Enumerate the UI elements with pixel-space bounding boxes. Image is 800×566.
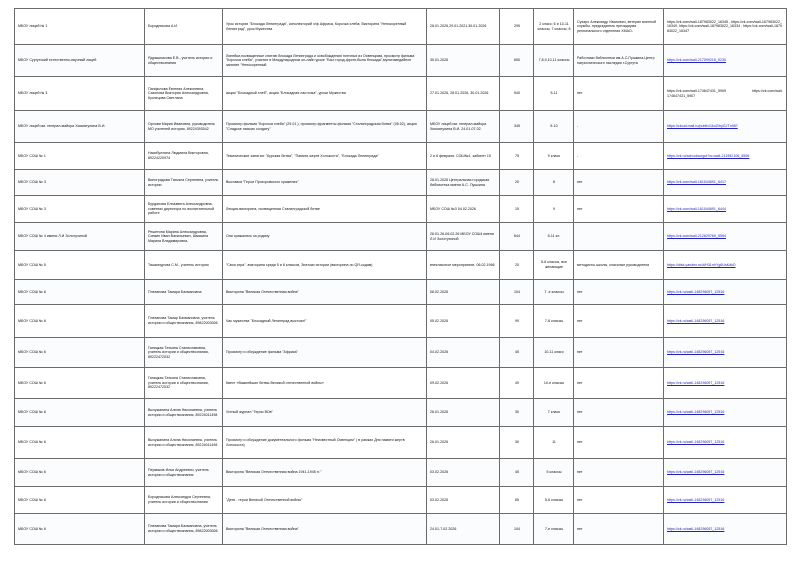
cell-responsible-person: Насибуллина Людмила Викторовна, 89224220974 [145, 143, 223, 170]
cell-class-grades: 8 [534, 170, 574, 196]
cell-organization: МБОУ лицей № 3 [15, 77, 145, 111]
cell-event-description: Выставка "Герои Прохоровского сражения" [223, 170, 427, 196]
table-row [15, 196, 787, 223]
cell-participant-count: 644 [500, 223, 534, 251]
cell-link-list [664, 251, 787, 280]
cell-class-grades: 5 классы [534, 459, 574, 487]
cell-participant-count: 104 [500, 514, 534, 545]
cell-event-description: "Своя игра"- викторина среди 5 и 6 классов, Знатоки истории (викторина по QR-кодам) [223, 251, 427, 280]
cell-link-list [664, 45, 787, 77]
event-link[interactable]: https://vk.ru/wall-148296057_12516 [667, 440, 725, 445]
cell-partners: нет [574, 280, 664, 305]
cell-event-description: Викторина "Великая Отечественная война" [223, 514, 427, 545]
cell-class-grades: 9 класс [534, 143, 574, 170]
cell-event-description: Лекция-викторина, посвященная Сталинградской битве [223, 196, 427, 223]
cell-class-grades: 7,8,9,10,11 классы [534, 45, 574, 77]
cell-event-date: МБОУ лицей им. генерал-майора Хисматулина В.И. 24.01-07.02. [427, 111, 500, 143]
cell-participant-count: 20 [500, 251, 534, 280]
cell-event-description: "Дети - герои Великой Отечественной войны" [223, 487, 427, 514]
event-link[interactable]: https://cloud.mail.ru/public/1koZ/byGJTn987 [667, 124, 738, 129]
event-link: https://vk.com/wall-174647431_5907 [667, 88, 783, 98]
cell-event-date: 2 и 6 февраля, СОШ№1, кабинет 15 [427, 143, 500, 170]
cell-link-list [664, 223, 787, 251]
cell-event-date: 26.01.2026 [427, 399, 500, 427]
table-row [15, 251, 787, 280]
cell-partners: Сухаро Александр Иванович, ветеран военной службы, председатель президиума регионального отделения ХМАО- [574, 9, 664, 45]
cell-class-grades: 5-11 [534, 77, 574, 111]
event-link[interactable]: https://vk.ru/wall-148296057_12516 [667, 410, 725, 415]
cell-event-date: 04.02.2026 [427, 338, 500, 368]
event-link[interactable]: https://vk.ru/wall-148296057_12516 [667, 497, 725, 502]
cell-class-grades: 2 класс; 6 и 10-11 классы; 7 классы; 8 [534, 9, 574, 45]
event-link[interactable]: https://vk.com/wall-217099216_5230 [667, 58, 726, 63]
event-link: https://vk.com/wall-187983022_16334 , [679, 24, 743, 29]
cell-participant-count: 20 [500, 170, 534, 196]
cell-organization: МБОУ СОШ № 6 [15, 338, 145, 368]
cell-partners [574, 223, 664, 251]
event-link: https://vk.com/wall-187983022_16349, [667, 19, 783, 29]
cell-organization: МБОУ СОШ № 5 [15, 251, 145, 280]
cell-event-date: МБОУ СОШ №3 04.02.2026 [427, 196, 500, 223]
cell-responsible-person: Плеханова Тамара Бахмановна [145, 280, 223, 305]
cell-responsible-person: Гапицкая Татьяна Станиславовна, учитель истории и обществознания, 89222472032 [145, 338, 223, 368]
cell-link-list [664, 77, 787, 111]
cell-partners: Работники библиотеки им.А.С.Пушкина,Центр патриотического наследия г.Сургута [574, 45, 664, 77]
cell-partners: нет [574, 196, 664, 223]
cell-responsible-person: Орлова Мария Ивановна, руководитель МО учителей истории, 89224393042 [145, 111, 223, 143]
cell-responsible-person: Бородникова А.И. [145, 9, 223, 45]
table-row [15, 338, 787, 368]
table-row [15, 459, 787, 487]
cell-event-date: 24.01-7.02.2026 [427, 514, 500, 545]
cell-event-date: 26.01.2026 [427, 427, 500, 459]
event-link[interactable]: https://vk.ru/wall-148296057_12516 [667, 470, 725, 475]
event-link[interactable]: https://vk.ru/wall-148296057_12516 [667, 380, 725, 385]
cell-event-description: Они сражались за родину [223, 223, 427, 251]
cell-partners: - [574, 111, 664, 143]
cell-link-list [664, 338, 787, 368]
cell-organization: МБОУ СОШ № 6 [15, 459, 145, 487]
event-link[interactable]: https://vk.ru/wall-148296057_12516 [667, 350, 725, 355]
cell-participant-count: 295 [500, 9, 534, 45]
cell-organization: МБОУ СОШ № 6 [15, 368, 145, 399]
cell-participant-count: 540 [500, 77, 534, 111]
event-link[interactable]: https://vk.ru/wall-148296057_12516 [667, 289, 725, 294]
cell-participant-count: 49 [500, 368, 534, 399]
table-row [15, 427, 787, 459]
cell-event-date: 30.01.2026 [427, 45, 500, 77]
cell-partners: нет [574, 305, 664, 338]
cell-event-description: Просмотр и обсуждение фильма "Африка" [223, 338, 427, 368]
cell-partners: нет [574, 77, 664, 111]
cell-event-date: 27.01.2026, 28.01.2026, 30.01.2026 [427, 77, 500, 111]
cell-event-description: Урок истории "Блокада Ленинграда", кинолекторий х/ф Африка, Корочка хлеба; Викторина "Непокоренный Ленинград", урок Мужества [223, 9, 427, 45]
cell-partners: нет [574, 427, 664, 459]
event-link: https://vk.com/wall-187983022_16347 [667, 24, 783, 33]
event-link[interactable]: https://vk.com/wall-161044691_6444 [667, 206, 726, 211]
cell-class-grades: 7 -е классы [534, 280, 574, 305]
table-row [15, 368, 787, 399]
table-row [15, 514, 787, 545]
cell-organization: МБОУ СОШ № 6 [15, 427, 145, 459]
cell-responsible-person: Плеханова Тамар Бахмановна, учитель истории и обществознания, 89822003006 [145, 305, 223, 338]
table-row [15, 223, 787, 251]
cell-link-list [664, 427, 787, 459]
cell-organization: МБОУ СОШ № 6 [15, 514, 145, 545]
cell-class-grades: 7-е классы [534, 514, 574, 545]
cell-responsible-person: Бородникова Александра Сергеевна, учитель истории и обществознания [145, 487, 223, 514]
cell-link-list [664, 459, 787, 487]
cell-link-list [664, 9, 787, 45]
cell-event-date: 26.01.26-06.02.26 МБОУ СОШ4 имени Л.И Золотухиной [427, 223, 500, 251]
cell-link-list [664, 196, 787, 223]
table-row [15, 280, 787, 305]
cell-responsible-person: Вычужанина Алина Николаевна, учитель истории и обществознания, 89224011498 [145, 399, 223, 427]
cell-link-list [664, 143, 787, 170]
cell-participant-count: 104 [500, 280, 534, 305]
cell-event-description: Викторина "Великая Отечественная война 1941-1945 гг." [223, 459, 427, 487]
event-link[interactable]: https://vk.com/wall-161044691_6417 [667, 180, 726, 185]
event-link[interactable]: https://disk.yandex.ru/d/H3LnhYg6UsKdkD [667, 262, 736, 267]
cell-organization: МБОУ СОШ № 6 [15, 399, 145, 427]
cell-link-list [664, 305, 787, 338]
event-link[interactable]: https://vk.ru/schoolsurgut?w=wall-211952106_5596 [667, 153, 750, 158]
table-row [15, 143, 787, 170]
cell-responsible-person: Решетина Марина Александровна, Сипкин Иван Васильевич, Шмякина Марина Владимировна, [145, 223, 223, 251]
cell-event-description: Просмотр фильма "Корочка хлеба" (29.01.), просмотр фрагменты фильма "Сталинградская битва" (05.02), акция "Сладкое письмо солдату" [223, 111, 427, 143]
cell-link-list [664, 514, 787, 545]
cell-partners: нет [574, 487, 664, 514]
cell-event-date: 09.02.2026 [427, 368, 500, 399]
cell-class-grades: 7 класс [534, 399, 574, 427]
cell-participant-count: 45 [500, 459, 534, 487]
cell-class-grades: 5-6 классы [534, 487, 574, 514]
cell-responsible-person: Бурданова Елизавета Александровна, советник директора по воспитательной работе [145, 196, 223, 223]
cell-partners: нет [574, 459, 664, 487]
cell-organization: МБОУ СОШ № 3 [15, 170, 145, 196]
cell-participant-count: 30 [500, 427, 534, 459]
events-table [14, 8, 787, 545]
cell-organization: МБОУ СОШ № 6 [15, 487, 145, 514]
cell-participant-count: 99 [500, 305, 534, 338]
cell-partners: нет [574, 338, 664, 368]
cell-organization: МБОУ лицей им. генерал-майора Хисматулина В.И. [15, 111, 145, 143]
cell-responsible-person: Гапицкая Татьяна Станиславовна, учитель истории и обществознания, 89222472032 [145, 368, 223, 399]
cell-event-date: 06.02.2026 [427, 280, 500, 305]
cell-partners: нет [574, 368, 664, 399]
table-row [15, 487, 787, 514]
cell-participant-count: 45 [500, 338, 534, 368]
cell-participant-count: 75 [500, 143, 534, 170]
table-row [15, 45, 787, 77]
cell-organization: МБОУ СОШ № 1 [15, 143, 145, 170]
table-row [15, 170, 787, 196]
cell-participant-count: 65 [500, 487, 534, 514]
table-row [15, 9, 787, 45]
cell-event-date: 03.02.2026 [427, 459, 500, 487]
cell-responsible-person: Пермяков Илья Андреевич, учитель истории и обществознания [145, 459, 223, 487]
cell-organization: МБОУ СОШ № 6 [15, 305, 145, 338]
event-link: https://vk.com/wall-187983022_16345 , [667, 19, 731, 24]
table-row [15, 305, 787, 338]
table-row [15, 77, 787, 111]
cell-organization: МБОУ СОШ № 4 имени Л.И Золотухиной [15, 223, 145, 251]
cell-partners: нет [574, 170, 664, 196]
cell-participant-count: 650 [500, 45, 534, 77]
cell-class-grades: 7-8 классы [534, 305, 574, 338]
cell-organization: МБОУ лицей № 1 [15, 9, 145, 45]
table-row [15, 111, 787, 143]
cell-participant-count: 30 [500, 399, 534, 427]
cell-responsible-person: Ташкинурова С.М., учитель истории [145, 251, 223, 280]
event-link[interactable]: https://vk.ru/wall-148296057_12516 [667, 526, 725, 531]
cell-class-grades: 5-10 [534, 111, 574, 143]
cell-responsible-person: Ядрышникова Е.В., учитель истории и обществознания [145, 45, 223, 77]
event-link[interactable]: https://vk.ru/wall-148296057_12516 [667, 318, 725, 323]
cell-event-date: 03.02.2026 [427, 487, 500, 514]
cell-participant-count: 345 [500, 111, 534, 143]
cell-responsible-person: Виноградова Татьяна Сергеевна, учитель истории [145, 170, 223, 196]
cell-class-grades: 9 [534, 196, 574, 223]
cell-link-list [664, 280, 787, 305]
cell-class-grades: 5-11 кл. [534, 223, 574, 251]
cell-responsible-person: Вычужанина Алина Николаевна, учитель истории и обществознания, 89224011498 [145, 427, 223, 459]
events-table-body [15, 9, 787, 545]
cell-class-grades: 5-6 классы, все желающие [534, 251, 574, 280]
cell-link-list [664, 111, 787, 143]
cell-link-list [664, 487, 787, 514]
cell-event-description: Устный журнал "Герои ВОв" [223, 399, 427, 427]
event-link[interactable]: https://vk.com/wall-212629769_5554 [667, 234, 726, 239]
cell-partners: нет [574, 399, 664, 427]
cell-event-description: Викторина "Великая Отечественная война" [223, 280, 427, 305]
cell-event-date: внеклассное мероприятие, 06.02.1966 [427, 251, 500, 280]
cell-class-grades: 10-11 класс [534, 338, 574, 368]
cell-event-date: 28.01.2026 Центральная городская библиотека имени А.С. Пушкина [427, 170, 500, 196]
cell-event-date: 28.01.2026,29.01.2021,30.01.2026 [427, 9, 500, 45]
cell-event-description: Час мужества "Блокадный Ленинград выстоял!" [223, 305, 427, 338]
cell-partners: - [574, 143, 664, 170]
cell-partners: методисты школы, классные руководители [574, 251, 664, 280]
cell-organization: МБОУ СОШ № 3 [15, 196, 145, 223]
cell-link-list [664, 368, 787, 399]
cell-class-grades: 11 [534, 427, 574, 459]
cell-link-list [664, 170, 787, 196]
cell-event-description: Тематические занятия: "Курская битва", "Памяти жертв Холокоста", "Блокада Ленинграда" [223, 143, 427, 170]
table-row [15, 399, 787, 427]
cell-event-date: 05.02.2026 [427, 305, 500, 338]
cell-event-description: акция "Блокадный хлеб", акция "Блокадная ласточка", уроки Мужества [223, 77, 427, 111]
cell-participant-count: 15 [500, 196, 534, 223]
cell-link-list [664, 399, 787, 427]
cell-class-grades: 10-е классы [534, 368, 574, 399]
cell-responsible-person: Плеханова Тамара Бахмановна, учитель истории и обществознания, 89822003006 [145, 514, 223, 545]
cell-event-description: Просмотр и обсуждение документального фильма "Неизвестный Освенцим" ( в рамках Дня памяти жертв Холокоста) [223, 427, 427, 459]
event-link: https://vk.com/wall-174647431_5909 [667, 88, 726, 93]
cell-organization: МБОУ СОШ № 6 [15, 280, 145, 305]
cell-organization: МБОУ Сургутский естественно-научный лицей [15, 45, 145, 77]
cell-partners: нет [574, 514, 664, 545]
cell-responsible-person: Панфилова Евгения Алексеевна, Сазонова Виктория Александровна, Кузнецова Светлана [145, 77, 223, 111]
cell-event-description: Линейки,посвященные снятию блокада Ленинграда и освобождению плечных из Освенцима, просмотр фильма "Корочка хлеба", участие в Международном он-лайн уроке "Был город-фронт,была блокада",мультимедийное занятие "Непокоренный [223, 45, 427, 77]
cell-event-description: Квест «Важнейшие битвы Великой отечественной войны» [223, 368, 427, 399]
